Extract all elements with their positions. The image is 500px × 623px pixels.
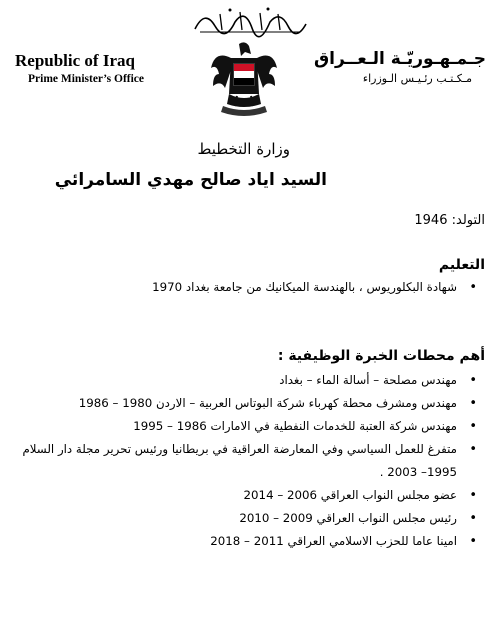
office-subtitle-arabic: مـكـتـب رئـيـس الـوزراء [362, 72, 472, 85]
office-subtitle: Prime Minister’s Office [28, 73, 145, 85]
education-list [15, 276, 485, 299]
republic-title-arabic: جـمـهـوريّـة الـعــراق [313, 49, 486, 69]
list-item: • مهندس شركة العتبة للخدمات النفطية في الامارات 1986 – 1995 [15, 415, 485, 438]
list-item: • عضو مجلس النواب العراقي 2006 – 2014 [15, 484, 485, 507]
person-name: السيد اياد صالح مهدي السامرائي [54, 170, 327, 190]
list-item: • متفرغ للعمل السياسي وفي المعارضة العراقية في بريطانيا ورئيس تحرير مجلة دار السلام 1995– 2003 . [15, 438, 485, 484]
republic-title: Republic of Iraq [15, 51, 135, 70]
ministry-title: وزارة التخطيط [197, 140, 290, 158]
list-item: • رئيس مجلس النواب العراقي 2009 – 2010 [15, 507, 485, 530]
iraq-eagle-emblem-icon [209, 40, 279, 122]
education-heading: التعليم [438, 257, 485, 273]
career-list [15, 369, 485, 553]
basmala-calligraphy [190, 4, 310, 38]
birth-year: التولد: 1946 [414, 213, 485, 228]
list-item: • شهادة البكلوريوس ، بالهندسة الميكانيك من جامعة بغداد 1970 [15, 276, 485, 299]
list-item: • مهندس مصلحة – أسالة الماء – بغداد [15, 369, 485, 392]
career-heading: أهم محطات الخبرة الوظيفية : [277, 348, 485, 364]
list-item: • امينا عاما للحزب الاسلامي العراقي 2011 – 2018 [15, 530, 485, 553]
list-item: • مهندس ومشرف محطة كهرباء شركة البوتاس العربية – الاردن 1980 – 1986 [15, 392, 485, 415]
